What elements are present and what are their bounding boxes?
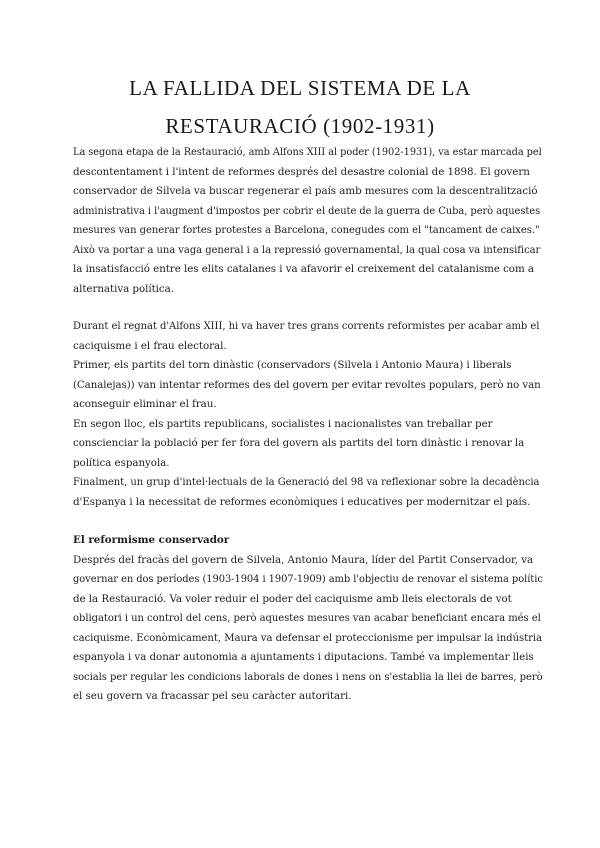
text-line: d'Espanya i la necessitat de reformes econòmiques i educatives per modernitzar el país. [73,495,531,508]
text-line: Després del fracàs del govern de Silvela, Antonio Maura, líder del Partit Conservador, va [73,553,534,566]
text-line: política espanyola. [73,456,170,469]
text-line: el seu govern va fracassar pel seu caràcter autoritari. [73,690,352,702]
text-line: la insatisfacció entre les elits catalanes i va afavorir el creixement del catalanisme com a [73,263,534,275]
text-line: descontentament i l'intent de reformes després del desastre colonial de 1898. El govern [73,165,530,178]
text-line: administrativa i l'augment d'impostos per cobrir el deute de la guerra de Cuba, però aquestes [73,205,541,217]
text-line: La segona etapa de la Restauració, amb Alfons XIII al poder (1902-1931), va estar marcada pel [73,147,542,158]
text-line: Això va portar a una vaga general i a la repressió governamental, la qual cosa va intensificar [73,244,541,256]
text-line: espanyola i va donar autonomia a ajuntaments i diputacions. També va implementar lleis [73,651,534,663]
text-line: (Canalejas)) van intentar reformes des del govern per evitar revoltes populars, però no van [73,379,541,391]
text-line: mesures van generar fortes protestes a Barcelona, conegudes com el "tancament de caixes." [73,225,540,236]
text-line: obligatori i un control del cens, però aquestes mesures van acabar beneficiant encara més el [73,613,541,624]
reform-currents-paragraph [73,317,543,512]
text-line: de la Restauració. Va voler reduir el poder del caciquisme amb lleis electorals de vot [73,592,512,605]
text-line: conscienciar la població per fer fora del govern als partits del torn dinàstic i renovar la [73,437,525,449]
text-line: Durant el regnat d'Alfons XIII, hi va haver tres grans corrents reformistes per acabar amb el [73,321,540,332]
text-line: governar en dos períodes (1903-1904 i 1907-1909) amb l'objectiu de renovar el sistema polític [73,574,543,585]
text-line: aconseguir eliminar el frau. [73,398,217,410]
page-title-line-2: RESTAURACIÓ (1902-1931) [165,114,435,138]
conservative-reformism-section [73,531,543,707]
text-line: conservador de Silvela va buscar regenerar el país amb mesures com la descentralització [73,185,538,197]
text-line: Primer, els partits del torn dinàstic (conservadors (Silvela i Antonio Maura) i liberals [73,359,512,371]
page-title-line-1: LA FALLIDA DEL SISTEMA DE LA [129,76,471,100]
section-heading: El reformisme conservador [73,534,230,546]
text-line: alternativa política. [73,282,174,295]
text-line: socials per regular les condicions laborals de dones i nens on s'establia la llei de barres, però [73,671,543,683]
text-line: Finalment, un grup d'intel·lectuals de la Generació del 98 va reflexionar sobre la decadència [73,477,540,488]
text-line: En segon lloc, els partits republicans, socialistes i nacionalistes van treballar per [73,417,493,430]
text-line: caciquisme. Econòmicament, Maura va defensar el proteccionisme per impulsar la indústria [73,632,543,644]
intro-paragraph [73,143,543,299]
text-line: caciquisme i el frau electoral. [73,339,227,352]
